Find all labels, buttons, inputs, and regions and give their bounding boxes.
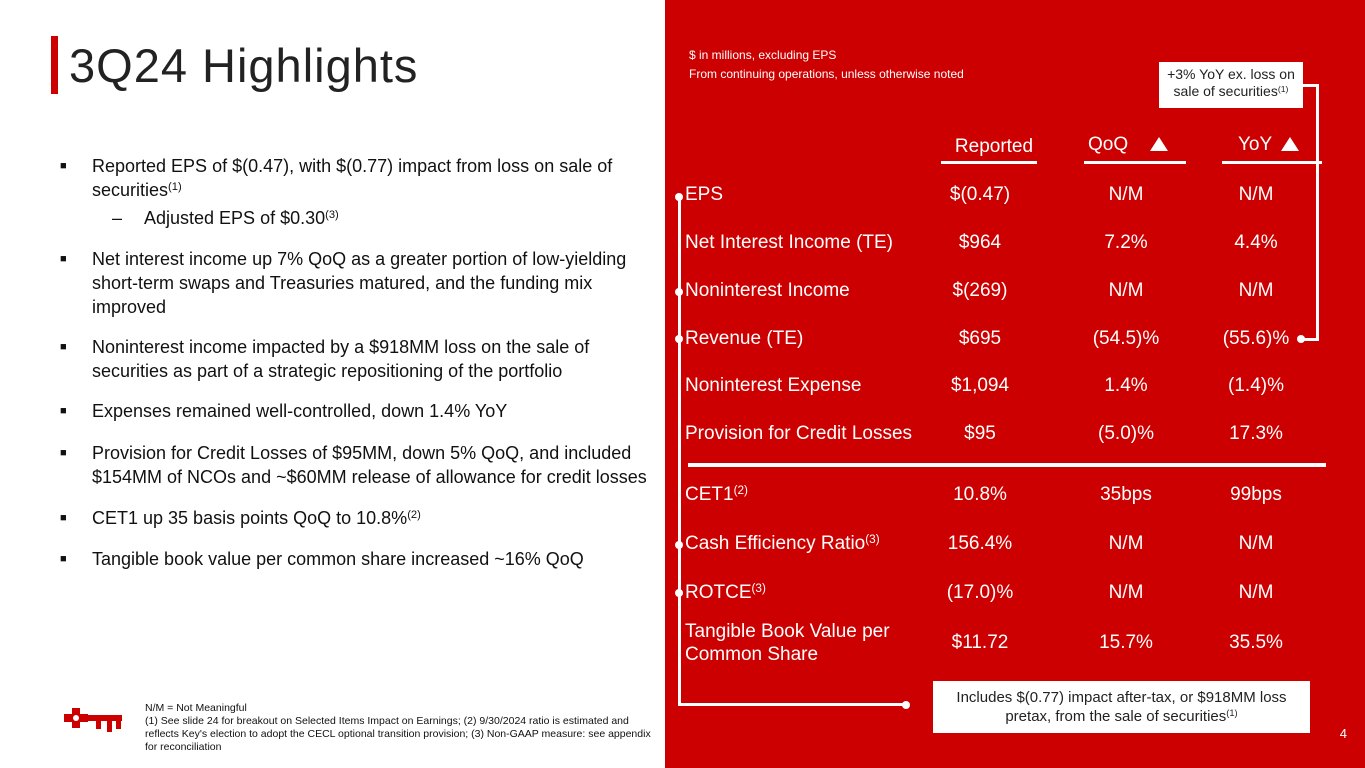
- header-underline: [1084, 161, 1186, 164]
- table-row: Tangible Book Value per Common Share $11.72 15.7% 35.5%: [685, 621, 1283, 665]
- footnotes: N/M = Not Meaningful (1) See slide 24 for breakout on Selected Items Impact on Earnings; (2) 9/30/2024 ratio is estimated and reflects Key's election to adopt the CECL optional transition provision; (3) Non-GAAP measure: see appendix for reconciliation: [145, 702, 651, 753]
- right-panel: [665, 0, 1365, 768]
- up-triangle-icon: [1150, 137, 1168, 151]
- bracket-dot: [1297, 335, 1305, 343]
- table-row: Net Interest Income (TE) $964 7.2% 4.4%: [685, 232, 1278, 253]
- header-reported: Reported: [954, 136, 1034, 157]
- list-item: ■ CET1 up 35 basis points QoQ to 10.8%$^{(2)}$: [60, 508, 421, 528]
- square-bullet-icon: ■: [60, 160, 67, 172]
- header-underline: [941, 161, 1037, 164]
- table-row: Noninterest Expense $1,094 1.4% (1.4)%: [685, 375, 1284, 396]
- key-logo-icon: [60, 704, 124, 736]
- table-row: Revenue (TE) $695 (54.5)% (55.6)%: [685, 328, 1290, 349]
- table-row: Noninterest Income $(269) N/M N/M: [685, 280, 1274, 301]
- square-bullet-icon: ■: [60, 553, 67, 565]
- list-item: ■ Reported EPS of $(0.47), with $(0.77) impact from loss on sale of securities$^{(1)}$: [60, 156, 613, 200]
- square-bullet-icon: ■: [60, 447, 67, 459]
- header-yoy: YoY: [1238, 134, 1273, 155]
- square-bullet-icon: ■: [60, 253, 67, 265]
- bracket-line: [1316, 84, 1319, 341]
- units-note: $ in millions, excluding EPS: [689, 48, 837, 62]
- yoy-callout: +3% YoY ex. loss on sale of securities$^{(1)}$: [1159, 62, 1303, 108]
- title-accent-bar: [51, 36, 58, 94]
- list-item: ■ Tangible book value per common share increased ~16% QoQ: [60, 549, 584, 569]
- dash-bullet: –: [112, 208, 123, 228]
- bracket-dot: [675, 193, 683, 201]
- bracket-dot: [675, 541, 683, 549]
- left-panel: [0, 0, 665, 768]
- list-item: ■ Provision for Credit Losses of $95MM, down 5% QoQ, and included $154MM of NCOs and ~$60MM release of allowance for credit losses: [60, 443, 647, 487]
- bracket-line: [678, 703, 906, 706]
- bracket-dot: [902, 701, 910, 709]
- list-item: ■ Noninterest income impacted by a $918MM loss on the sale of securities as part of a strategic repositioning of the portfolio: [60, 337, 590, 381]
- highlights-list: [60, 154, 650, 571]
- square-bullet-icon: ■: [60, 341, 67, 353]
- table-row: Provision for Credit Losses $95 (5.0)% 17.3%: [685, 423, 1283, 444]
- page-title: 3Q24 Highlights: [69, 39, 419, 92]
- table-row: EPS $(0.47) N/M N/M: [685, 184, 1274, 205]
- bracket-line: [678, 196, 681, 706]
- bracket-dot: [675, 335, 683, 343]
- page-number: 4: [1339, 726, 1347, 741]
- header-qoq: QoQ: [1088, 134, 1129, 155]
- list-item: ■ Expenses remained well-controlled, down 1.4% YoY: [60, 401, 508, 421]
- securities-callout: Includes $(0.77) impact after-tax, or $918MM loss pretax, from the sale of securities$^{(1)}$: [933, 681, 1310, 733]
- up-triangle-icon: [1281, 137, 1299, 151]
- scope-note: From continuing operations, unless otherwise noted: [689, 67, 964, 81]
- square-bullet-icon: ■: [60, 405, 67, 417]
- list-item: ■ Net interest income up 7% QoQ as a greater portion of low-yielding short-term swaps and Treasuries matured, and the funding mix improved: [60, 249, 627, 317]
- table-divider: [688, 463, 1326, 467]
- header-underline: [1222, 161, 1322, 164]
- list-subitem: – Adjusted EPS of $0.30$^{(3)}$: [112, 208, 339, 228]
- bracket-dot: [675, 288, 683, 296]
- bracket-dot: [675, 589, 683, 597]
- table-row: Cash Efficiency Ratio$^{(3)}$ 156.4% N/M N/M: [685, 533, 1274, 554]
- table-row: ROTCE$^{(3)}$ (17.0)% N/M N/M: [685, 582, 1274, 603]
- table-row: CET1$^{(2)}$ 10.8% 35bps 99bps: [685, 484, 1282, 505]
- square-bullet-icon: ■: [60, 512, 67, 524]
